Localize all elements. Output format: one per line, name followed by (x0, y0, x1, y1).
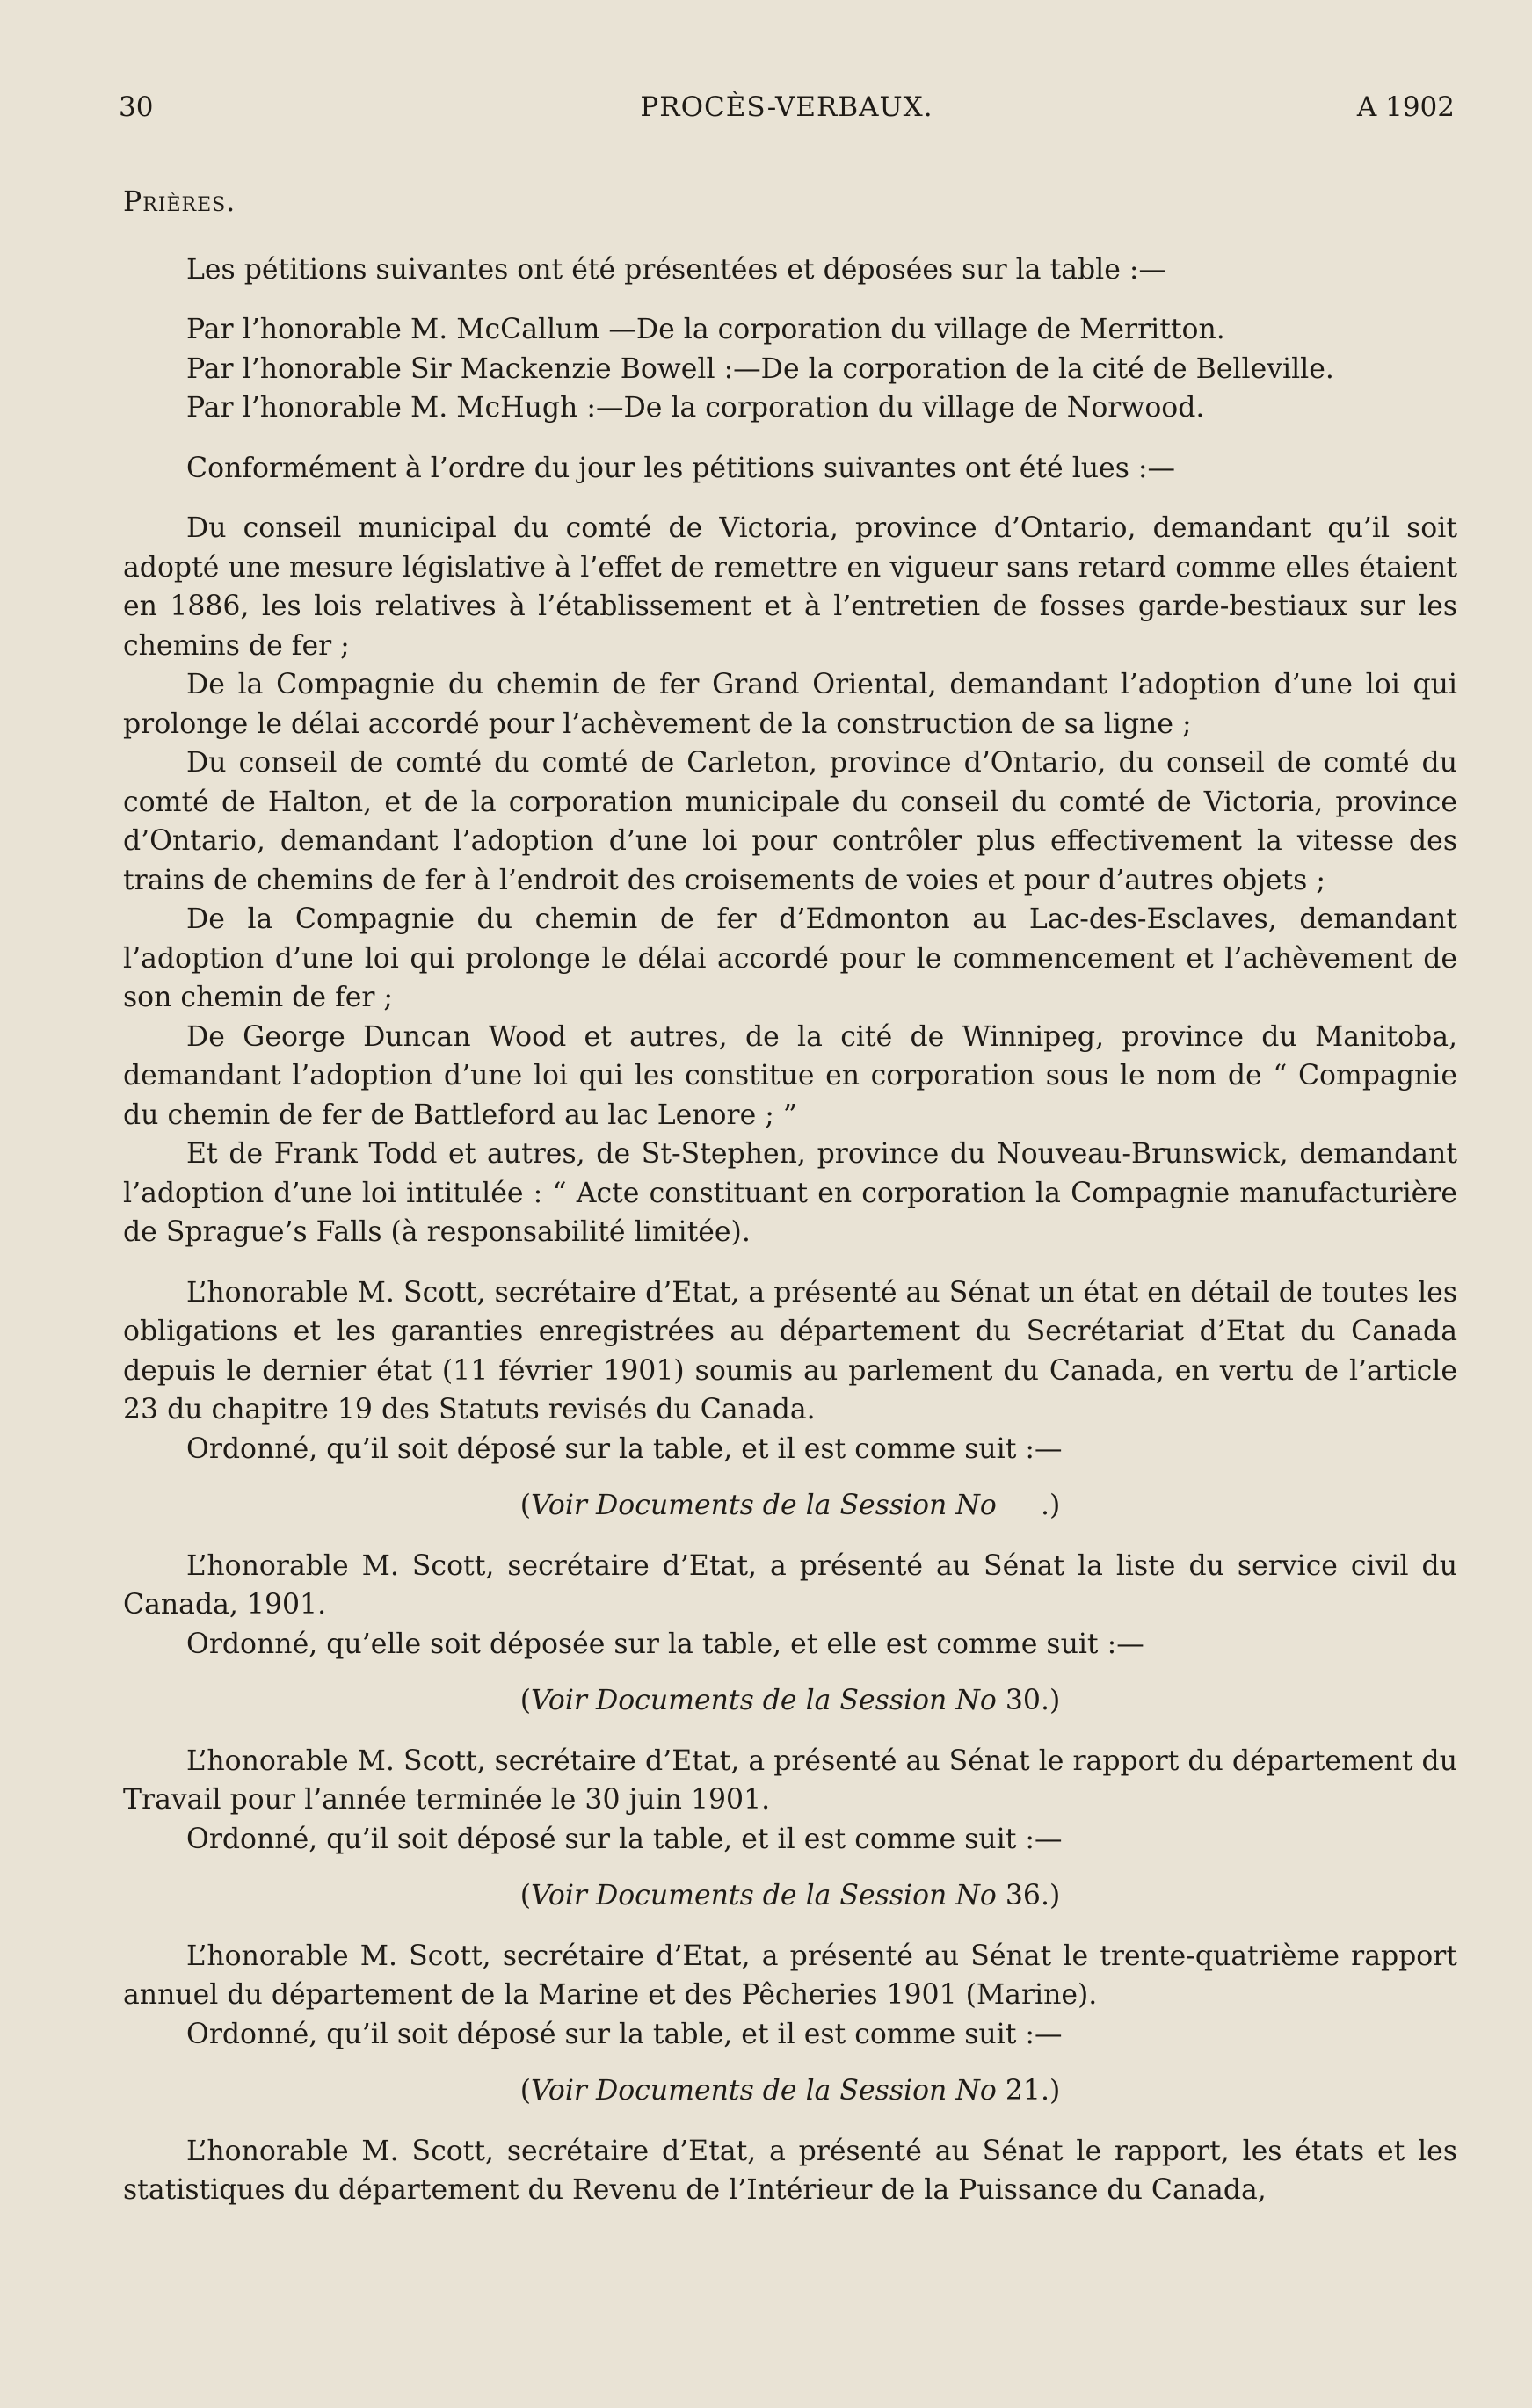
petition-item: De la Compagnie du chemin de fer Grand Oriental, demandant l’adoption d’une loi qui prolonge le délai accordé pour l’achèvement de la construction de sa ligne ; (123, 669, 1457, 740)
page-year: A 1902 (1356, 91, 1455, 123)
page-header (119, 91, 1455, 135)
petition-item: Et de Frank Todd et autres, de St-Stephen, province du Nouveau-Brunswick, demandant l’adoption d’une loi intitulée : “ Acte constituant en corporation la Compagnie manufacturière de Sprague’s Falls (à responsabilité limitée). (123, 1138, 1457, 1248)
last-paragraph: L’honorable M. Scott, secrétaire d’Etat, a présenté au Sénat le rapport, les états et les statistiques du département du Revenu de l’Intérieur de la Puissance du Canada, (123, 2135, 1457, 2206)
ordered-line: Ordonné, qu’il soit déposé sur la table, et il est comme suit :— (186, 1823, 1063, 1855)
reference-number: 36. (1005, 1880, 1049, 1911)
ordered-line: Ordonné, qu’il soit déposé sur la table, et il est comme suit :— (186, 2018, 1063, 2050)
presenters-list (123, 310, 1457, 428)
petition-item: Du conseil municipal du comté de Victoria, province d’Ontario, demandant qu’il soit adopté une mesure législative à l’effet de remettre en vigueur sans retard comme elles étaient en 1886, les lois relatives à l’établissement et à l’entretien de fosses garde-bestiaux sur les chemins de fer ; (123, 512, 1457, 662)
session-document-reference: (Voir Documents de la Session No 30.) (519, 1685, 1061, 1716)
petitions-intro: Les pétitions suivantes ont été présentées et déposées sur la table :— (186, 253, 1166, 286)
read-intro: Conformément à l’ordre du jour les pétitions suivantes ont été lues :— (186, 452, 1175, 484)
petitions-list (123, 509, 1457, 1252)
petition-item: Du conseil de comté du comté de Carleton, province d’Ontario, du conseil de comté du comté de Halton, et de la corporation municipale du conseil du comté de Victoria, province d’Ontario, demandant l’adoption d’une loi pour contrôler plus effectivement la vitesse des trains de chemins de fer à l’endroit des croisements de voies et pour d’autres objets ; (123, 747, 1457, 896)
presenter-line: Par l’honorable M. McHugh :—De la corporation du village de Norwood. (186, 392, 1205, 424)
session-document-reference: (Voir Documents de la Session No 21.) (519, 2075, 1061, 2107)
presenter-line: Par l’honorable M. McCallum —De la corporation du village de Merritton. (186, 314, 1225, 345)
document-tabled-paragraph: L’honorable M. Scott, secrétaire d’Etat, a présenté au Sénat la liste du service civil du Canada, 1901. (123, 1549, 1457, 1621)
reference-number: 21. (1005, 2075, 1049, 2107)
document-tabled-paragraph: L’honorable M. Scott, secrétaire d’Etat, a présenté au Sénat le trente-quatrième rapport annuel du département de la Marine et des Pêcheries 1901 (Marine). (123, 1940, 1457, 2011)
reference-number: 30. (1005, 1685, 1049, 1716)
session-document-reference: (Voir Documents de la Session No 36.) (519, 1880, 1061, 1911)
reference-label: Voir Documents de la Session No (531, 2075, 997, 2107)
document-tabled-paragraph: L’honorable M. Scott, secrétaire d’Etat, a présenté au Sénat le rapport du département du Travail pour l’année terminée le 30 juin 1901. (123, 1744, 1457, 1816)
reference-label: Voir Documents de la Session No (531, 1880, 997, 1911)
page-body (123, 183, 1457, 2210)
petition-item: De la Compagnie du chemin de fer d’Edmonton au Lac-des-Esclaves, demandant l’adoption d’une loi qui prolonge le délai accordé pour le commencement et l’achèvement de son chemin de fer ; (123, 903, 1457, 1013)
petition-item: De George Duncan Wood et autres, de la cité de Winnipeg, province du Manitoba, demandant l’adoption d’une loi qui les constitue en corporation sous le nom de “ Compagnie du chemin de fer de Battleford au lac Lenore ; ” (123, 1020, 1457, 1131)
reference-label: Voir Documents de la Session No (531, 1685, 997, 1716)
prieres-heading: Prières. (123, 186, 236, 218)
session-document-reference: (Voir Documents de la Session No .) (519, 1490, 1061, 1521)
document-tabled-paragraph: L’honorable M. Scott, secrétaire d’Etat, a présenté au Sénat un état en détail de toutes les obligations et les garanties enregistrées au département du Secrétariat d’Etat du Canada depuis le dernier état (11 février 1901) soumis au parlement du Canada, en vertu de l’article 23 du chapitre 19 des Statuts revisés du Canada. (123, 1276, 1457, 1425)
presenter-line: Par l’honorable Sir Mackenzie Bowell :—De la corporation de la cité de Belleville. (186, 352, 1334, 385)
ordered-line: Ordonné, qu’elle soit déposée sur la table, et elle est comme suit :— (186, 1628, 1144, 1660)
page-number: 30 (119, 91, 154, 123)
page-title: PROCÈS-VERBAUX. (640, 91, 933, 123)
reference-label: Voir Documents de la Session No (531, 1490, 997, 1521)
ordered-line: Ordonné, qu’il soit déposé sur la table, et il est comme suit :— (186, 1432, 1063, 1465)
